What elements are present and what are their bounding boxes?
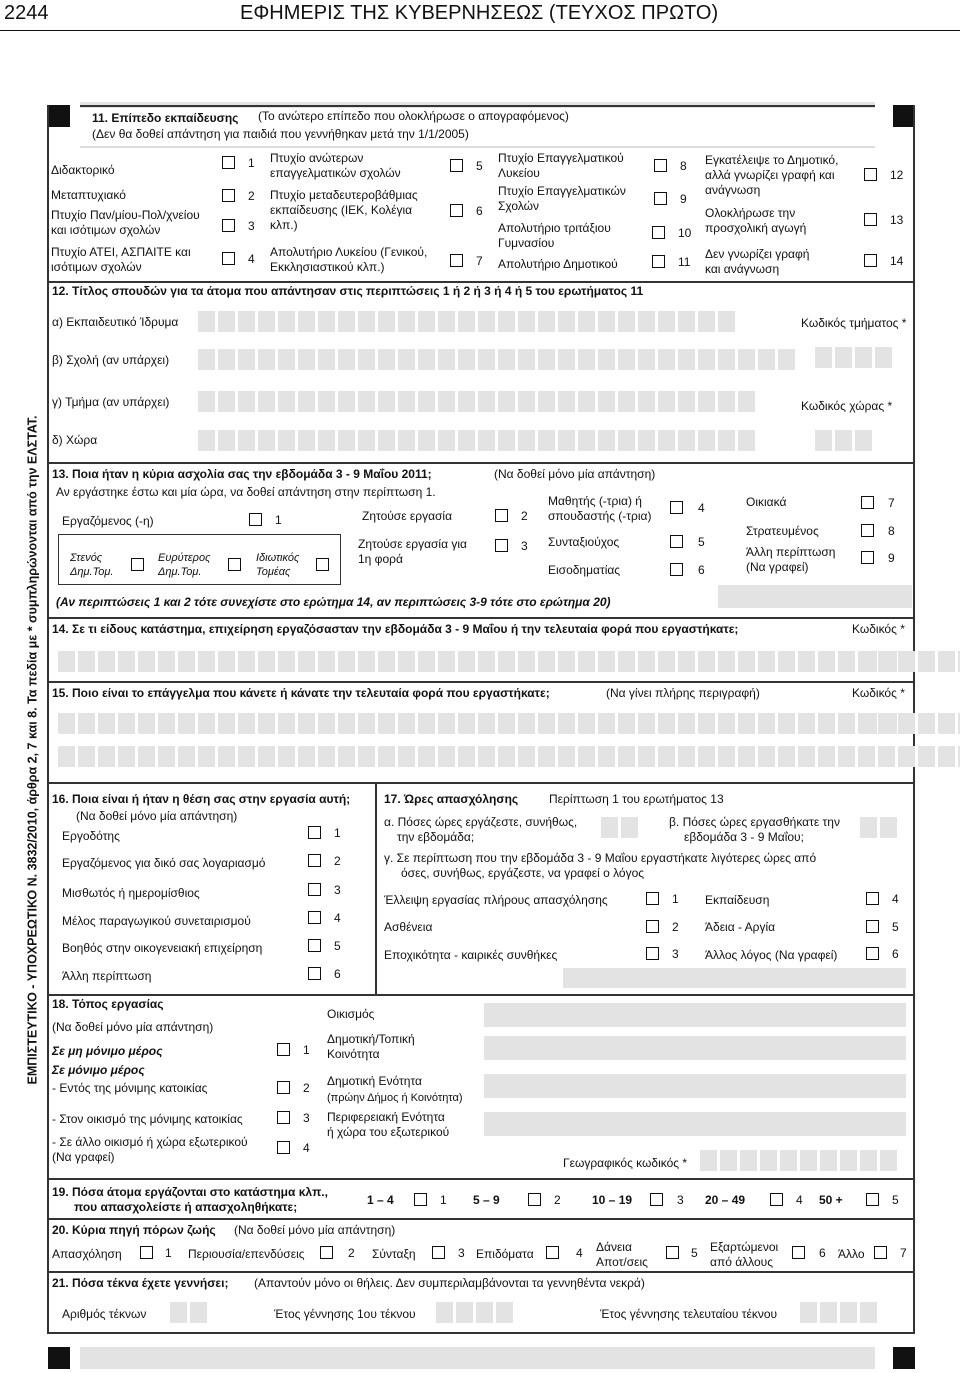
- q13-checkbox-1[interactable]: [249, 513, 262, 526]
- q19-option-label: 5 – 9: [473, 1193, 500, 1207]
- q11-code: 1: [248, 156, 255, 170]
- q12-title: 12. Τίτλος σπουδών για τα άτομα που απάντησαν στις περιπτώσεις 1 ή 2 ή 3 ή 4 ή 5 του ερωτήματος 11: [52, 284, 644, 298]
- q17-code: 6: [892, 947, 899, 961]
- q13-sector-label: Στενός: [70, 552, 103, 564]
- q21-children-label: Αριθμός τέκνων: [62, 1307, 147, 1321]
- q18-checkbox-1[interactable]: [277, 1043, 290, 1056]
- q13-code: 3: [521, 539, 528, 553]
- q13-sector-label: Δημ.Τομ.: [70, 566, 114, 578]
- q18-title: 18. Τόπος εργασίας: [52, 997, 164, 1011]
- q18-field-label: Δημοτική/Τοπική: [327, 1032, 415, 1046]
- q18-community-input[interactable]: [484, 1036, 906, 1060]
- q17-question-c: γ. Σε περίπτωση που την εβδομάδα 3 - 9 Μαΐου εργαστήκατε λιγότερες ώρες από: [384, 851, 817, 865]
- q13-code: 4: [698, 501, 705, 515]
- q11-option-label: Σχολών: [498, 199, 540, 213]
- q11-code: 12: [890, 168, 904, 182]
- q17-code: 5: [892, 920, 899, 934]
- q16-code: 1: [334, 826, 341, 840]
- q18-option-label: - Σε άλλο οικισμό ή χώρα εξωτερικού: [52, 1135, 248, 1149]
- q16-checkbox-5[interactable]: [308, 939, 321, 952]
- q11-option-label: Μεταπτυχιακό: [51, 188, 126, 202]
- q11-option-label: Πτυχίο ανώτερων: [270, 151, 364, 165]
- q20-checkbox-6[interactable]: [792, 1246, 805, 1259]
- q21-title: 21. Πόσα τέκνα έχετε γεννήσει;: [52, 1276, 229, 1290]
- q11-code: 10: [678, 226, 692, 240]
- q19-code: 4: [796, 1193, 803, 1207]
- q19-title: που απασχολείστε ή απασχοληθήκατε;: [74, 1200, 298, 1214]
- q19-option-label: 20 – 49: [705, 1193, 746, 1207]
- q13-option-label: 1η φορά: [358, 552, 403, 566]
- q19-checkbox-1[interactable]: [414, 1193, 427, 1206]
- q13-code: 6: [698, 563, 705, 577]
- q18-field-label: ή χώρα του εξωτερικού: [327, 1125, 450, 1139]
- q17-code: 1: [672, 892, 679, 906]
- q13-sector-checkbox-narrow[interactable]: [131, 558, 144, 571]
- q21-first-birth-label: Έτος γέννησης 1ου τέκνου: [274, 1307, 416, 1321]
- q19-checkbox-2[interactable]: [528, 1193, 541, 1206]
- q18-checkbox-3[interactable]: [277, 1111, 290, 1124]
- q16-checkbox-4[interactable]: [308, 911, 321, 924]
- q18-option-label: - Εντός της μόνιμης κατοικίας: [52, 1081, 208, 1095]
- q20-checkbox-2[interactable]: [320, 1246, 333, 1259]
- q13-checkbox-2[interactable]: [495, 509, 508, 522]
- q21-first-birth-input[interactable]: [436, 1302, 513, 1323]
- q17-title: 17. Ώρες απασχόλησης: [384, 792, 519, 806]
- q19-code: 5: [892, 1193, 899, 1207]
- q16-option-label: Εργοδότης: [62, 829, 120, 843]
- q11-option-label: Πτυχίο μεταδευτεροβάθμιας: [270, 188, 418, 202]
- q16-checkbox-3[interactable]: [308, 883, 321, 896]
- section-divider: [48, 1271, 915, 1273]
- q11-code: 7: [476, 254, 483, 268]
- q16-code: 6: [334, 967, 341, 981]
- q11-code: 4: [248, 252, 255, 266]
- q11-code: 14: [890, 254, 904, 268]
- q11-code: 5: [476, 159, 483, 173]
- q16-code: 2: [334, 854, 341, 868]
- q19-checkbox-3[interactable]: [650, 1193, 663, 1206]
- q11-option-label: Πτυχίο Επαγγελματικών: [498, 184, 626, 198]
- q18-field-label: Περιφερειακή Ενότητα: [327, 1110, 445, 1124]
- q15-code-label: Κωδικός *: [852, 686, 905, 700]
- q19-option-label: 50 +: [819, 1193, 843, 1207]
- q11-option-label: Πτυχίο ΑΤΕΙ, ΑΣΠΑΙΤΕ και: [51, 245, 191, 259]
- q16-option-label: Μισθωτός ή ημερομίσθιος: [62, 886, 200, 900]
- section-divider: [48, 462, 915, 464]
- q13-option-label: σπουδαστής (-τρια): [548, 509, 652, 523]
- column-divider: [375, 782, 377, 994]
- q18-municipal-unit-input[interactable]: [484, 1074, 906, 1098]
- q17-checkbox-5[interactable]: [866, 920, 879, 933]
- q13-sector-label: Ευρύτερος: [158, 552, 211, 564]
- registration-mark: [893, 1347, 915, 1369]
- q21-last-birth-input[interactable]: [800, 1302, 877, 1323]
- q20-checkbox-4[interactable]: [546, 1246, 559, 1259]
- q16-option-label: Εργαζόμενος για δικό σας λογαριασμό: [62, 856, 266, 870]
- q17-checkbox-1[interactable]: [646, 892, 659, 905]
- q18-regional-unit-input[interactable]: [484, 1112, 906, 1136]
- q11-code: 8: [680, 159, 687, 173]
- q11-code: 11: [678, 255, 691, 269]
- q12-country-code-input[interactable]: [815, 430, 872, 451]
- q18-field-label: (πρώην Δήμος ή Κοινότητα): [327, 1092, 463, 1104]
- q12-country-input[interactable]: [198, 430, 755, 451]
- q18-checkbox-4[interactable]: [277, 1141, 290, 1154]
- q11-option-label: προσχολική αγωγή: [705, 221, 807, 235]
- q11-option-label: Απολυτήριο Δημοτικού: [498, 257, 618, 271]
- q11-grey-strip: [80, 146, 875, 148]
- q16-code: 5: [334, 939, 341, 953]
- q19-checkbox-4[interactable]: [770, 1193, 783, 1206]
- q11-code: 9: [680, 192, 687, 206]
- q14-code-input[interactable]: [860, 651, 897, 672]
- section-divider: [48, 681, 915, 683]
- q17-checkbox-2[interactable]: [646, 920, 659, 933]
- q20-option-label: Σύνταξη: [372, 1247, 416, 1261]
- q17-other-reason-input[interactable]: [563, 968, 906, 988]
- header-rule: [0, 30, 960, 31]
- registration-mark: [48, 1347, 70, 1369]
- q12-dept-code-input[interactable]: [815, 347, 892, 368]
- q13-checkbox-7[interactable]: [861, 496, 874, 509]
- q13-routing-note: (Αν περιπτώσεις 1 και 2 τότε συνεχίστε στο ερώτημα 14, αν περιπτώσεις 3-9 τότε στο ερώτημα 20): [56, 595, 611, 609]
- q20-code: 3: [458, 1246, 465, 1260]
- q11-checkbox-4[interactable]: [222, 252, 235, 265]
- q11-option-label: Γυμνασίου: [498, 236, 555, 250]
- q19-code: 3: [677, 1193, 684, 1207]
- q20-code: 5: [691, 1246, 698, 1260]
- section-divider: [48, 1178, 915, 1180]
- q13-checkbox-3[interactable]: [495, 539, 508, 552]
- q11-title: 11. Επίπεδο εκπαίδευσης: [92, 111, 239, 125]
- q18-geo-code-label: Γεωγραφικός κωδικός *: [563, 1156, 688, 1170]
- q12-school-input[interactable]: [198, 349, 795, 370]
- q16-option-label: Μέλος παραγωγικού συνεταιρισμού: [62, 914, 251, 928]
- q13-sector-checkbox-broad[interactable]: [228, 558, 241, 571]
- q13-checkbox-5[interactable]: [670, 535, 683, 548]
- q17-question-a: την εβδομάδα;: [397, 830, 475, 844]
- q17-question-c: όσες, συνήθως, εργάζεστε, να γραφεί ο λόγος: [401, 866, 645, 880]
- q15-title: 15. Ποιο είναι το επάγγελμα που κάνετε ή κάνατε την τελευταία φορά που εργαστήκατε;: [52, 686, 550, 700]
- q12-dept-code-label: Κωδικός τμήματος *: [801, 316, 907, 330]
- q11-option-label: Δεν γνωρίζει γραφή: [705, 247, 810, 261]
- q20-option-label: Αποτ/σεις: [596, 1255, 648, 1269]
- q17-reference: Περίπτωση 1 του ερωτήματος 13: [549, 792, 724, 806]
- q11-option-label: Ολοκλήρωσε την: [705, 206, 796, 220]
- q11-option-label: Διδακτορικό: [51, 163, 115, 177]
- q17-code: 4: [892, 892, 899, 906]
- q11-option-label: και ισότιμων σχολών: [51, 223, 161, 237]
- q19-checkbox-5[interactable]: [866, 1193, 879, 1206]
- q18-option-label: - Στον οικισμό της μόνιμης κατοικίας: [52, 1112, 243, 1126]
- q18-option-label: (Να γραφεί): [52, 1150, 115, 1164]
- q17-question-b: β. Πόσες ώρες εργασθήκατε την: [669, 815, 840, 829]
- q18-field-label: Δημοτική Ενότητα: [327, 1074, 422, 1088]
- q13-other-write-in[interactable]: [718, 585, 912, 608]
- q11-code: 6: [476, 204, 483, 218]
- q12-label-school: β) Σχολή (αν υπάρχει): [52, 353, 170, 367]
- q13-code: 9: [888, 551, 895, 565]
- q20-option-label: από άλλους: [710, 1255, 773, 1269]
- q17-option-label: Έλλειψη εργασίας πλήρους απασχόλησης: [384, 893, 608, 907]
- q16-code: 3: [334, 883, 341, 897]
- q11-checkbox-3[interactable]: [222, 219, 235, 232]
- q20-checkbox-3[interactable]: [432, 1246, 445, 1259]
- q20-code: 7: [900, 1246, 907, 1260]
- q16-option-label: Βοηθός στην οικογενειακή επιχείρηση: [62, 941, 263, 955]
- q20-option-label: Άλλο: [838, 1247, 865, 1261]
- q21-children-input[interactable]: [170, 1302, 207, 1323]
- q17-option-label: Άλλος λόγος (Να γραφεί): [705, 948, 838, 962]
- q13-option-label: Στρατευμένος: [746, 524, 819, 538]
- q12-institution-input[interactable]: [198, 311, 735, 332]
- q13-code: 7: [888, 496, 895, 510]
- q11-option-label: ανάγνωση: [705, 183, 761, 197]
- q17-checkbox-3[interactable]: [646, 947, 659, 960]
- q19-code: 2: [554, 1193, 561, 1207]
- q16-checkbox-1[interactable]: [308, 826, 321, 839]
- q17-code: 2: [672, 920, 679, 934]
- q18-heading-temporary: Σε μη μόνιμο μέρος: [52, 1044, 163, 1058]
- q11-checkbox-1[interactable]: [222, 156, 235, 169]
- q11-option-label: Εγκατέλειψε το Δημοτικό,: [705, 153, 839, 167]
- q18-heading-permanent: Σε μόνιμο μέρος: [52, 1063, 145, 1077]
- q11-checkbox-2[interactable]: [222, 189, 235, 202]
- q18-field-label: Οικισμός: [327, 1007, 375, 1021]
- q11-checkbox-9[interactable]: [654, 192, 667, 205]
- q11-checkbox-12[interactable]: [864, 168, 877, 181]
- q20-code: 4: [576, 1246, 583, 1260]
- q13-sector-checkbox-private[interactable]: [316, 558, 329, 571]
- q11-option-label: Απολυτήριο τριτάξιου: [498, 221, 611, 235]
- q16-title: 16. Ποια είναι ή ήταν η θέση σας στην εργασία αυτή;: [52, 792, 351, 806]
- page-number: 2244: [4, 2, 49, 24]
- q13-sector-label: Δημ.Τομ.: [158, 566, 202, 578]
- q20-checkbox-5[interactable]: [666, 1246, 679, 1259]
- q13-option-label: Ζητούσε εργασία για: [358, 537, 467, 551]
- q13-checkbox-6[interactable]: [670, 563, 683, 576]
- q17-code: 3: [672, 947, 679, 961]
- q16-checkbox-6[interactable]: [308, 967, 321, 980]
- q13-option-label: (Να γραφεί): [746, 560, 809, 574]
- q11-option-label: επαγγελματικών σχολών: [270, 166, 401, 180]
- q13-title: 13. Ποια ήταν η κύρια ασχολία σας την εβδομάδα 3 - 9 Μαΐου 2011;: [52, 467, 432, 481]
- q11-checkbox-13[interactable]: [864, 213, 877, 226]
- q13-option-label: Εργαζόμενος (-η): [62, 514, 154, 528]
- q15-answer-input-line1[interactable]: [58, 713, 960, 734]
- q17-usual-hours-input[interactable]: [601, 817, 638, 838]
- q20-code: 6: [819, 1246, 826, 1260]
- q13-option-label: Οικιακά: [746, 495, 787, 509]
- q11-checkbox-10[interactable]: [652, 226, 665, 239]
- q17-option-label: Άδεια - Αργία: [705, 920, 776, 934]
- q20-title: 20. Κύρια πηγή πόρων ζωής: [52, 1223, 216, 1237]
- section-divider: [48, 1218, 915, 1220]
- q20-option-label: Απασχόληση: [52, 1247, 122, 1261]
- q11-option-label: Πτυχίο Παν/μίου-Πολ/χνείου: [51, 208, 200, 222]
- q20-option-label: Περιουσία/επενδύσεις: [188, 1247, 305, 1261]
- q13-sector-label: Ιδιωτικός: [256, 552, 300, 564]
- q13-subtitle: Αν εργάστηκε έστω και μία ώρα, να δοθεί απάντηση στην περίπτωση 1.: [56, 485, 436, 499]
- q11-checkbox-7[interactable]: [450, 254, 463, 267]
- q12-label-institution: α) Εκπαιδευτικό Ίδρυμα: [52, 315, 179, 329]
- q15-code-input[interactable]: [860, 713, 897, 734]
- q11-checkbox-14[interactable]: [864, 254, 877, 267]
- q20-option-label: Επιδόματα: [476, 1247, 534, 1261]
- q17-question-b: εβδομάδα 3 - 9 Μαΐου;: [684, 830, 804, 844]
- q11-option-label: Λυκείου: [498, 166, 540, 180]
- q11-option-label: ισότιμων σχολών: [51, 260, 142, 274]
- q12-department-input[interactable]: [198, 391, 755, 412]
- q11-option-label: Εκκλησιαστικού κλπ.): [270, 260, 385, 274]
- q20-note: (Να δοθεί μόνο μία απάντηση): [234, 1223, 396, 1237]
- q18-settlement-input[interactable]: [484, 1003, 906, 1027]
- q12-country-code-label: Κωδικός χώρας *: [801, 399, 893, 413]
- q18-field-label: Κοινότητα: [327, 1047, 380, 1061]
- q17-option-label: Ασθένεια: [384, 920, 433, 934]
- q15-note: (Να γίνει πλήρης περιγραφή): [606, 686, 760, 700]
- q18-code: 2: [303, 1081, 310, 1095]
- q13-checkbox-8[interactable]: [861, 524, 874, 537]
- q20-checkbox-7[interactable]: [874, 1246, 887, 1259]
- q18-note: (Να δοθεί μόνο μία απάντηση): [52, 1020, 214, 1034]
- q13-code: 2: [521, 509, 528, 523]
- bottom-grey-band: [80, 1347, 875, 1369]
- q18-geo-code-input[interactable]: [700, 1150, 897, 1171]
- q13-checkbox-9[interactable]: [861, 551, 874, 564]
- q11-note: (Το ανώτερο επίπεδο που ολοκλήρωσε ο απογραφόμενος): [258, 109, 569, 123]
- q17-worked-hours-input[interactable]: [860, 817, 897, 838]
- q13-checkbox-4[interactable]: [670, 501, 683, 514]
- q11-checkbox-5[interactable]: [450, 159, 463, 172]
- q11-option-label: εκπαίδευσης (ΙΕΚ, Κολέγια: [270, 203, 413, 217]
- q18-checkbox-2[interactable]: [277, 1081, 290, 1094]
- page-title: ΕΦΗΜΕΡΙΣ ΤΗΣ ΚΥΒΕΡΝΗΣΕΩΣ (ΤΕΥΧΟΣ ΠΡΩΤΟ): [240, 2, 719, 24]
- q11-code: 2: [248, 189, 255, 203]
- q20-option-label: Δάνεια: [596, 1240, 632, 1254]
- q20-option-label: Εξαρτώμενοι: [710, 1240, 779, 1254]
- q13-option-label: Μαθητής (-τρια) ή: [548, 494, 642, 508]
- q11-code: 13: [890, 213, 904, 227]
- q16-checkbox-2[interactable]: [308, 854, 321, 867]
- q12-label-country: δ) Χώρα: [52, 433, 98, 447]
- section-divider: [48, 281, 915, 283]
- q19-option-label: 10 – 19: [592, 1193, 633, 1207]
- q11-checkbox-8[interactable]: [654, 159, 667, 172]
- q16-code: 4: [334, 911, 341, 925]
- q19-option-label: 1 – 4: [367, 1193, 394, 1207]
- q21-last-birth-label: Έτος γέννησης τελευταίου τέκνου: [600, 1307, 778, 1321]
- q11-checkbox-11[interactable]: [652, 255, 665, 268]
- form-top-line: [80, 105, 875, 107]
- q17-checkbox-4[interactable]: [866, 892, 879, 905]
- q11-checkbox-6[interactable]: [450, 204, 463, 217]
- q11-option-label: Απολυτήριο Λυκείου (Γενικού,: [270, 245, 428, 259]
- section-divider: [48, 617, 915, 619]
- q11-option-label: και ανάγνωση: [705, 262, 780, 276]
- side-legal-text: ΕΜΠΙΣΤΕΥΤΙΚΟ - ΥΠΟΧΡΕΩΤΙΚΟ Ν. 3832/2010, άρθρα 2, 7 και 8. Τα πεδία με * συμπληρώνονται από την ΕΛΣΤΑΤ.: [25, 415, 40, 1085]
- q17-option-label: Εκπαίδευση: [705, 893, 770, 907]
- q17-question-a: α. Πόσες ώρες εργάζεστε, συνήθως,: [384, 815, 578, 829]
- q13-option-label: Συνταξιούχος: [548, 535, 620, 549]
- q14-code-label: Κωδικός *: [852, 622, 905, 636]
- q14-answer-input[interactable]: [58, 651, 960, 672]
- q13-code: 8: [888, 524, 895, 538]
- q11-option-label: κλπ.): [270, 218, 298, 232]
- section-divider: [48, 994, 915, 996]
- q16-option-label: Άλλη περίπτωση: [62, 969, 152, 983]
- q18-code: 1: [303, 1043, 310, 1057]
- q13-option-label: Άλλη περίπτωση: [746, 545, 836, 559]
- q17-option-label: Εποχικότητα - καιρικές συνθήκες: [384, 948, 558, 962]
- q17-checkbox-6[interactable]: [866, 947, 879, 960]
- q11-note: (Δεν θα δοθεί απάντηση για παιδιά που γεννήθηκαν μετά την 1/1/2005): [92, 127, 469, 141]
- q18-code: 4: [303, 1141, 310, 1155]
- q13-sector-label: Τομέας: [256, 566, 291, 578]
- q11-code: 3: [248, 219, 255, 233]
- q13-option-label: Ζητούσε εργασία: [362, 509, 453, 523]
- q15-answer-input-line2[interactable]: [58, 746, 960, 767]
- q20-code: 1: [165, 1246, 172, 1260]
- q16-note: (Να δοθεί μόνο μία απάντηση): [76, 809, 238, 823]
- q13-code: 5: [698, 535, 705, 549]
- q19-title: 19. Πόσα άτομα εργάζονται στο κατάστημα κλπ.,: [52, 1185, 328, 1199]
- q19-code: 1: [440, 1193, 447, 1207]
- q11-option-label: αλλά γνωρίζει γραφή και: [705, 168, 835, 182]
- q13-option-label: Εισοδηματίας: [548, 563, 621, 577]
- q18-code: 3: [303, 1111, 310, 1125]
- q12-label-department: γ) Τμήμα (αν υπάρχει): [52, 395, 170, 409]
- q13-code: 1: [275, 513, 282, 527]
- q20-checkbox-1[interactable]: [140, 1246, 153, 1259]
- section-divider: [48, 782, 915, 784]
- q11-option-label: Πτυχίο Επαγγελματικού: [498, 151, 624, 165]
- q21-note: (Απαντούν μόνο οι θήλεις. Δεν συμπεριλαμβάνονται τα γεννηθέντα νεκρά): [254, 1276, 645, 1290]
- q14-title: 14. Σε τι είδους κατάστημα, επιχείρηση εργαζόσασταν την εβδομάδα 3 - 9 Μαΐου ή την τελευταία φορά που εργαστήκατε;: [52, 622, 739, 636]
- q20-code: 2: [348, 1246, 355, 1260]
- q13-note: (Να δοθεί μόνο μία απάντηση): [494, 467, 656, 481]
